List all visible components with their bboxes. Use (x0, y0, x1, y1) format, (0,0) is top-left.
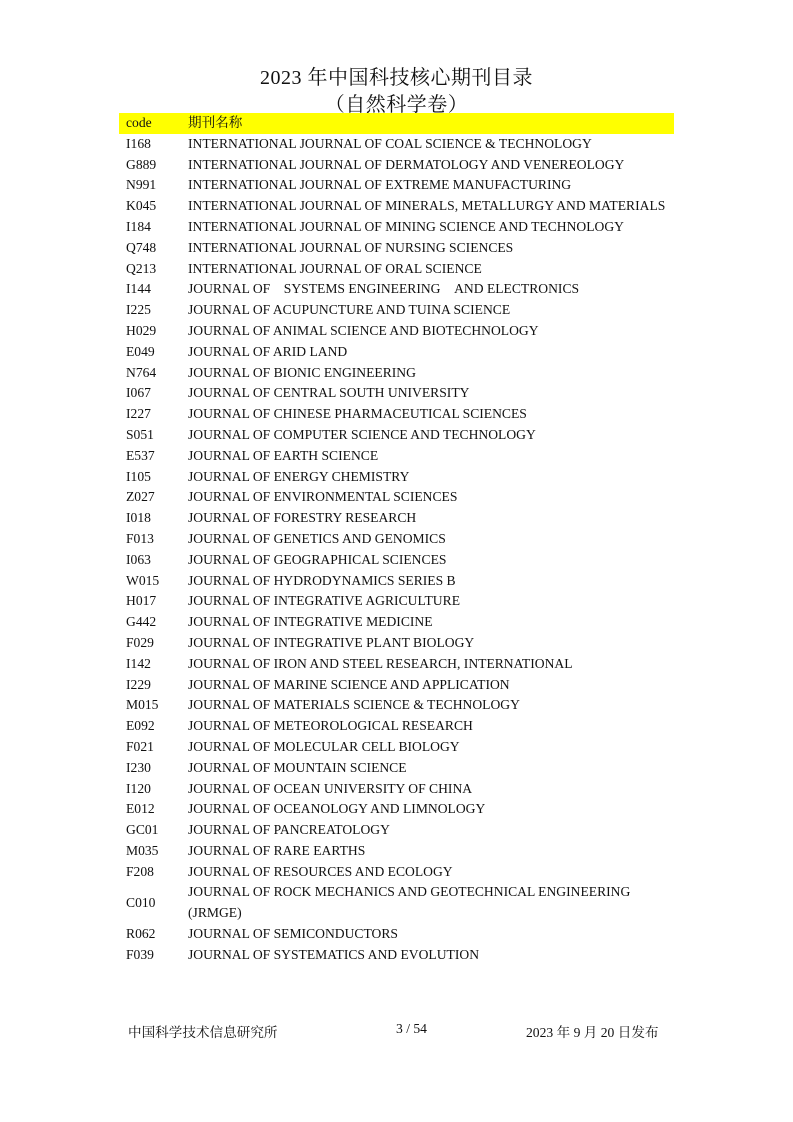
journal-name: JOURNAL OF SYSTEMATICS AND EVOLUTION (188, 946, 480, 962)
journal-code: I227 (126, 406, 151, 422)
journal-name: JOURNAL OF MOLECULAR CELL BIOLOGY (188, 738, 460, 754)
table-row (119, 404, 674, 425)
journal-code: F029 (126, 634, 154, 650)
journal-name: JOURNAL OF CENTRAL SOUTH UNIVERSITY (188, 385, 470, 401)
table-header-row (119, 113, 674, 134)
journal-name: JOURNAL OF FORESTRY RESEARCH (188, 510, 417, 526)
page-subtitle: （自然科学卷） (324, 94, 469, 116)
journal-name: JOURNAL OF SYSTEMS ENGINEERING AND ELECTRONICS (188, 281, 580, 297)
footer-publish-date: 2023 年 9 月 20 日发布 (526, 1025, 659, 1040)
journal-name: JOURNAL OF GENETICS AND GENOMICS (188, 530, 446, 546)
journal-name: JOURNAL OF INTEGRATIVE AGRICULTURE (188, 593, 460, 609)
journal-name: JOURNAL OF MATERIALS SCIENCE & TECHNOLOGY (188, 697, 520, 713)
table-row (119, 924, 674, 945)
journal-code: K045 (126, 198, 157, 214)
table-row (119, 550, 674, 571)
table-row (119, 675, 674, 696)
journal-name: JOURNAL OF ENERGY CHEMISTRY (188, 468, 410, 484)
journal-name: JOURNAL OF BIONIC ENGINEERING (188, 364, 416, 380)
table-row (119, 571, 674, 592)
journal-code: I184 (126, 218, 151, 234)
journal-name: JOURNAL OF ARID LAND (188, 343, 348, 359)
journal-code: W015 (126, 572, 160, 588)
table-row (119, 716, 674, 737)
table-row (119, 758, 674, 779)
journal-name: JOURNAL OF CHINESE PHARMACEUTICAL SCIENCES (188, 406, 527, 422)
journal-name: JOURNAL OF ROCK MECHANICS AND GEOTECHNICAL ENGINEERING (JRMGE) (188, 884, 631, 921)
column-header-journal-name: 期刊名称 (188, 115, 243, 130)
table-row (119, 259, 674, 280)
table-row (119, 300, 674, 321)
table-row (119, 446, 674, 467)
table-row (119, 654, 674, 675)
journal-code: I018 (126, 510, 151, 526)
journal-name: JOURNAL OF INTEGRATIVE MEDICINE (188, 614, 433, 630)
journal-code: F208 (126, 863, 154, 879)
journal-code: F039 (126, 946, 154, 962)
journal-code: I120 (126, 780, 151, 796)
journal-code: E049 (126, 343, 155, 359)
journal-code: I229 (126, 676, 151, 692)
journal-name: JOURNAL OF MOUNTAIN SCIENCE (188, 759, 407, 775)
table-row (119, 467, 674, 488)
journal-name: INTERNATIONAL JOURNAL OF EXTREME MANUFACTURING (188, 177, 572, 193)
journal-code: N764 (126, 364, 157, 380)
table-row (119, 820, 674, 841)
footer-page-number: 3 / 54 (396, 1021, 427, 1036)
journal-name: INTERNATIONAL JOURNAL OF COAL SCIENCE & TECHNOLOGY (188, 135, 592, 151)
journal-code: F013 (126, 530, 154, 546)
table-row (119, 799, 674, 820)
journal-name: JOURNAL OF HYDRODYNAMICS SERIES B (188, 572, 456, 588)
table-row (119, 383, 674, 404)
table-row (119, 175, 674, 196)
table-row (119, 363, 674, 384)
page-title: 2023 年中国科技核心期刊目录 (260, 67, 533, 89)
journal-code: Q213 (126, 260, 157, 276)
table-row (119, 279, 674, 300)
journal-code: R062 (126, 926, 156, 942)
footer-publisher: 中国科学技术信息研究所 (128, 1025, 278, 1040)
journal-name: JOURNAL OF RESOURCES AND ECOLOGY (188, 863, 453, 879)
table-header (119, 113, 674, 134)
journal-name: JOURNAL OF GEOGRAPHICAL SCIENCES (188, 551, 447, 567)
journal-name: INTERNATIONAL JOURNAL OF DERMATOLOGY AND VENEREOLOGY (188, 156, 625, 172)
journal-name: JOURNAL OF OCEAN UNIVERSITY OF CHINA (188, 780, 473, 796)
journal-code: GC01 (126, 822, 159, 838)
journal-code: F021 (126, 738, 154, 754)
table-row (119, 342, 674, 363)
journal-name: JOURNAL OF ENVIRONMENTAL SCIENCES (188, 489, 458, 505)
journal-name: INTERNATIONAL JOURNAL OF NURSING SCIENCES (188, 239, 514, 255)
journal-code: I067 (126, 385, 151, 401)
journal-name: JOURNAL OF RARE EARTHS (188, 842, 366, 858)
table-row (119, 945, 674, 966)
journal-name: INTERNATIONAL JOURNAL OF ORAL SCIENCE (188, 260, 482, 276)
journal-name: JOURNAL OF METEOROLOGICAL RESEARCH (188, 718, 473, 734)
journal-code: Z027 (126, 489, 155, 505)
table-row (119, 425, 674, 446)
journal-code: I230 (126, 759, 151, 775)
journal-name: JOURNAL OF SEMICONDUCTORS (188, 926, 398, 942)
table-row (119, 862, 674, 883)
table-row (119, 238, 674, 259)
journal-code: M015 (126, 697, 159, 713)
table-row (119, 591, 674, 612)
journal-code: I225 (126, 302, 151, 318)
journal-code: Q748 (126, 239, 157, 255)
table-row (119, 321, 674, 342)
column-header-code: code (126, 115, 152, 130)
table-row (119, 196, 674, 217)
table-row (119, 508, 674, 529)
journal-name: JOURNAL OF ANIMAL SCIENCE AND BIOTECHNOLOGY (188, 322, 539, 338)
journal-name: JOURNAL OF COMPUTER SCIENCE AND TECHNOLOGY (188, 426, 536, 442)
journal-code: C010 (126, 894, 156, 910)
journal-code: E092 (126, 718, 155, 734)
journal-code: I142 (126, 655, 151, 671)
table-row (119, 695, 674, 716)
journal-code: G889 (126, 156, 157, 172)
journal-name: JOURNAL OF EARTH SCIENCE (188, 447, 379, 463)
table-row (119, 217, 674, 238)
journal-code: H017 (126, 593, 157, 609)
table-row (119, 487, 674, 508)
journal-code: N991 (126, 177, 157, 193)
table-row (119, 882, 674, 924)
journal-name: JOURNAL OF IRON AND STEEL RESEARCH, INTERNATIONAL (188, 655, 573, 671)
journal-code: H029 (126, 322, 157, 338)
table-row (119, 841, 674, 862)
journal-name: INTERNATIONAL JOURNAL OF MINING SCIENCE AND TECHNOLOGY (188, 218, 624, 234)
table-row (119, 779, 674, 800)
table-row (119, 737, 674, 758)
table-row (119, 633, 674, 654)
journal-name: JOURNAL OF PANCREATOLOGY (188, 822, 390, 838)
journal-table (119, 113, 674, 966)
table-row (119, 155, 674, 176)
journal-code: I105 (126, 468, 151, 484)
journal-code: S051 (126, 426, 154, 442)
journal-code: E537 (126, 447, 155, 463)
table-body (119, 134, 674, 966)
table-row (119, 612, 674, 633)
journal-name: JOURNAL OF MARINE SCIENCE AND APPLICATION (188, 676, 510, 692)
journal-name: JOURNAL OF OCEANOLOGY AND LIMNOLOGY (188, 801, 486, 817)
journal-code: E012 (126, 801, 155, 817)
table-row (119, 134, 674, 155)
table-row (119, 529, 674, 550)
journal-code: G442 (126, 614, 157, 630)
journal-code: I063 (126, 551, 151, 567)
journal-name: JOURNAL OF INTEGRATIVE PLANT BIOLOGY (188, 634, 475, 650)
journal-name: INTERNATIONAL JOURNAL OF MINERALS, METALLURGY AND MATERIALS (188, 198, 666, 214)
journal-code: I168 (126, 135, 151, 151)
journal-code: I144 (126, 281, 151, 297)
journal-name: JOURNAL OF ACUPUNCTURE AND TUINA SCIENCE (188, 302, 511, 318)
journal-code: M035 (126, 842, 159, 858)
